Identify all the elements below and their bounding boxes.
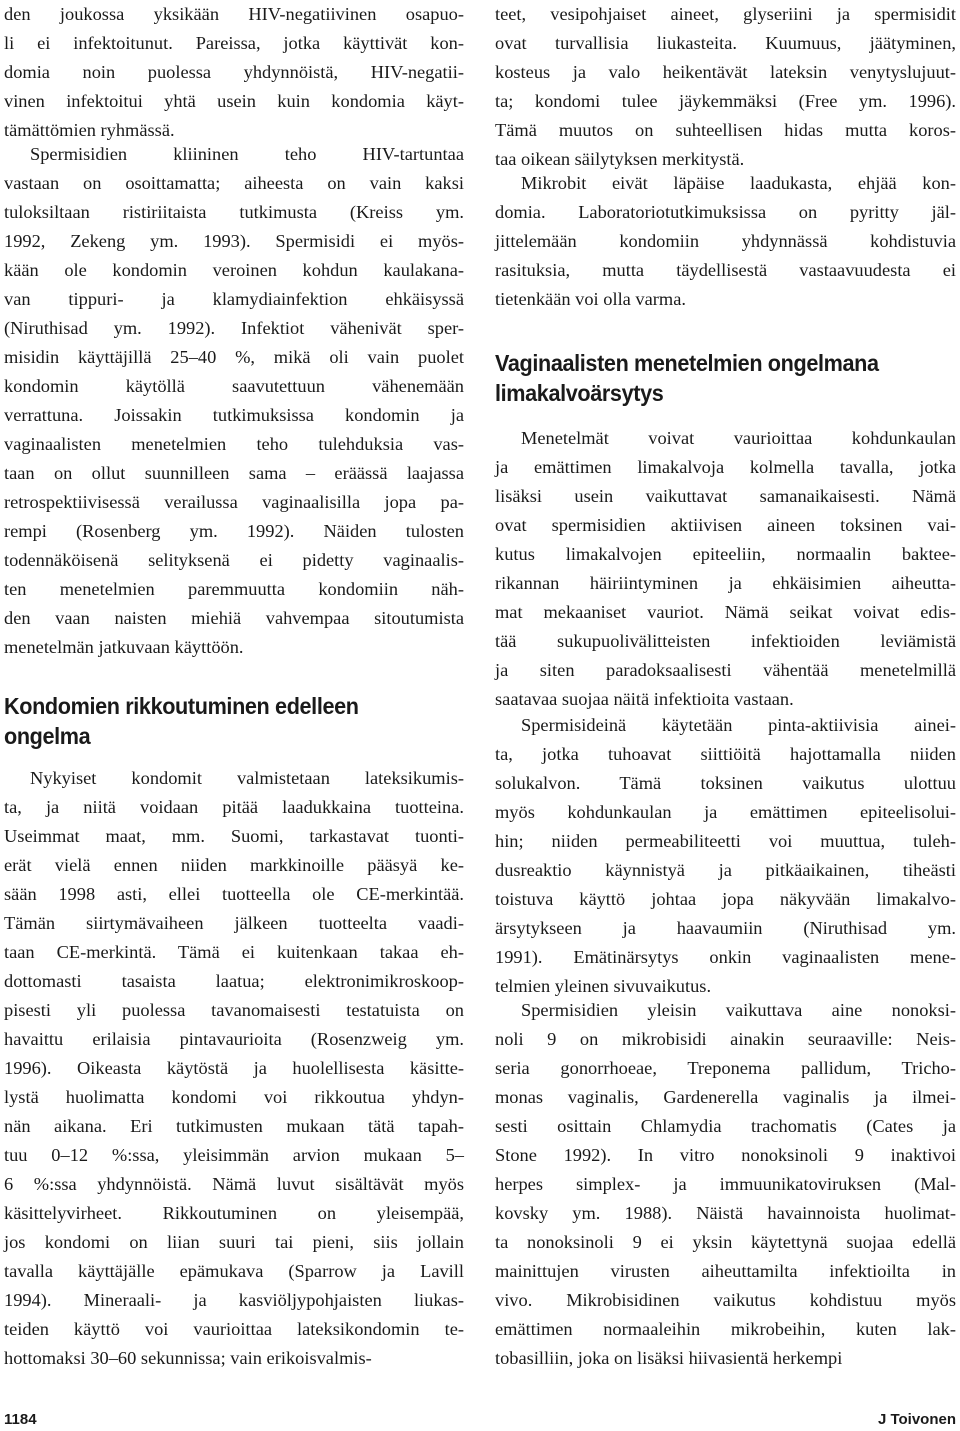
body-text-line: taan CE-merkintä. Tämä ei kuitenkaan takaa eh- xyxy=(4,942,464,962)
body-text-line: seria gonorrhoeae, Treponema pallidum, Tricho- xyxy=(495,1058,956,1078)
body-text-line: ovat spermisidien aktiivisen aineen toksinen vai- xyxy=(495,515,956,535)
body-text-line: ta, ja niitä voidaan pitää laadukkaina tuotteina. xyxy=(4,797,464,817)
body-text-line: ovat turvallisia liukasteita. Kuumuus, jäätyminen, xyxy=(495,33,956,53)
body-text-line: dusreaktio käynnistyä ja pitkäaikainen, tiheästi xyxy=(495,860,956,880)
body-text-line: 1994). Mineraali- ja kasviöljypohjaisten liukas- xyxy=(4,1290,464,1310)
body-text-line: Menetelmät voivat vaurioittaa kohdunkaulan xyxy=(521,428,956,448)
body-text-line: lisäksi usein vaikuttavat samanaikaisesti. Nämä xyxy=(495,486,956,506)
body-text-line: 1991). Emätinärsytys onkin vaginaalisten mene- xyxy=(495,947,956,967)
body-text-line: Useimmat maat, mm. Suomi, tarkastavat tuonti- xyxy=(4,826,464,846)
body-text-line: rempi (Rosenberg ym. 1992). Näiden tulosten xyxy=(4,521,464,541)
body-text-line: 1996). Oikeasta käytöstä ja huolellisesta käsitte- xyxy=(4,1058,464,1078)
body-text-line: kovsky ym. 1988). Näistä havainnoista huolimat- xyxy=(495,1203,956,1223)
body-text-line: nän aikana. Eri tutkimusten mukaan tätä tapah- xyxy=(4,1116,464,1136)
body-text-line: tietenkään voi olla varma. xyxy=(495,289,686,309)
body-text-line: tuloksiltaan ristiriitaista tutkimusta (Kreiss ym. xyxy=(4,202,464,222)
body-text-line: emättimen normaaleihin mikrobeihin, kuten lak- xyxy=(495,1319,956,1339)
body-text-line: lystä huolimatta kondomi voi rikkoutua yhdyn- xyxy=(4,1087,464,1107)
body-text-line: misidin käyttäjillä 25–40 %, mikä oli vain puolet xyxy=(4,347,464,367)
body-text-line: retrospektiivisessä verailussa vaginaalisilla jopa pa- xyxy=(4,492,464,512)
body-text-line: pisesti yli puolessa tavanomaisesti testatuista on xyxy=(4,1000,464,1020)
body-text-line: dottomasti tasaista laatua; elektronimikroskoop- xyxy=(4,971,464,991)
body-text-line: Spermisidien kliininen teho HIV-tartuntaa xyxy=(30,144,464,164)
body-text-line: tobasilliin, joka on lisäksi hiivasientä herkempi xyxy=(495,1348,843,1368)
section-heading-line: limakalvoärsytys xyxy=(495,380,664,406)
body-text-line: Tämä muutos on suhteellisen hidas mutta koros- xyxy=(495,120,956,140)
body-text-line: jos kondomi on liian suuri tai pieni, siis jollain xyxy=(4,1232,464,1252)
body-text-line: toistuva käyttö johtaa jopa näkyvään limakalvo- xyxy=(495,889,956,909)
body-text-line: tavalla käyttäjälle epämukava (Sparrow ja Lavill xyxy=(4,1261,464,1281)
body-text-line: jittelemään kondomiin yhdynnässä kohdistuvia xyxy=(495,231,956,251)
body-text-line: sesti osittain Chlamydia trachomatis (Cates ja xyxy=(495,1116,956,1136)
body-text-line: tämättömien ryhmässä. xyxy=(4,120,175,140)
body-text-line: van tippuri- ja klamydiainfektion ehkäisyssä xyxy=(4,289,464,309)
body-text-line: verrattuna. Joissakin tutkimuksissa kondomin ja xyxy=(4,405,464,425)
body-text-line: Spermisideinä käytetään pinta-aktiivisia ainei- xyxy=(521,715,956,735)
body-text-line: monas vaginalis, Gardenerella vaginalis ja ilmei- xyxy=(495,1087,956,1107)
body-text-line: Tämän siirtymävaiheen jälkeen tuotteelta vaadi- xyxy=(4,913,464,933)
body-text-line: kään ole kondomin veroinen kohdun kaulakana- xyxy=(4,260,464,280)
body-text-line: rikannan häiriintyminen ja ehkäisimien aiheutta- xyxy=(495,573,956,593)
body-text-line: sään 1998 asti, ellei tuotteella ole CE-merkintää. xyxy=(4,884,464,904)
body-text-line: taa oikean säilytyksen merkitystä. xyxy=(495,149,745,169)
body-text-line: mainittujen virusten aiheuttamilta infektioilta in xyxy=(495,1261,956,1281)
body-text-line: erät vielä ennen niiden markkinoille pääsyä ke- xyxy=(4,855,464,875)
body-text-line: domia. Laboratoriotutkimuksissa on pyritty jäl- xyxy=(495,202,956,222)
body-text-line: kosteus ja valo heikentävät lateksin venytyslujuut- xyxy=(495,62,956,82)
body-text-line: saatavaa suojaa näitä infektioita vastaan. xyxy=(495,689,794,709)
section-heading-line: Kondomien rikkoutuminen edelleen xyxy=(4,693,359,719)
body-text-line: 6 %:ssa yhdynnöistä. Nämä luvut sisältävät myös xyxy=(4,1174,464,1194)
body-text-line: ja siten paradoksaalisesti vähentää menetelmillä xyxy=(495,660,956,680)
body-text-line: hottomaksi 30–60 sekunnissa; vain erikoisvalmis- xyxy=(4,1348,372,1368)
body-text-line: ten menetelmien paremmuutta kondomiin näh- xyxy=(4,579,464,599)
body-text-line: teiden käyttö voi vaurioittaa lateksikondomin te- xyxy=(4,1319,464,1339)
body-text-line: ta, jotka tuhoavat siittiöitä hajottamalla niiden xyxy=(495,744,956,764)
body-text-line: kutus limakalvojen epiteeliin, normaalin baktee- xyxy=(495,544,956,564)
body-text-line: solukalvon. Tämä toksinen vaikutus ulottuu xyxy=(495,773,956,793)
body-text-line: menetelmän jatkuvaan käyttöön. xyxy=(4,637,244,657)
body-text-line: ta nonoksinoli 9 ei yksin käytettynä suojaa edellä xyxy=(495,1232,956,1252)
section-heading-line: ongelma xyxy=(4,723,91,749)
body-text-line: herpes simplex- ja immuunikatoviruksen (Mal- xyxy=(495,1174,956,1194)
body-text-line: den joukossa yksikään HIV-negatiivinen osapuo- xyxy=(4,4,464,24)
body-text-line: Mikrobit eivät läpäise laadukasta, ehjää kon- xyxy=(521,173,956,193)
body-text-line: teet, vesipohjaiset aineet, glyseriini ja spermisidit xyxy=(495,4,956,24)
body-text-line: Nykyiset kondomit valmistetaan lateksikumis- xyxy=(30,768,464,788)
body-text-line: domia noin puolessa yhdynnöistä, HIV-negatii- xyxy=(4,62,464,82)
page-number: 1184 xyxy=(4,1411,37,1428)
section-heading-line: Vaginaalisten menetelmien ongelmana xyxy=(495,350,879,376)
body-text-line: rasituksia, mutta täydellisestä vastaavuudesta ei xyxy=(495,260,956,280)
body-text-line: 1992, Zekeng ym. 1993). Spermisidi ei myös- xyxy=(4,231,464,251)
body-text-line: ta; kondomi tulee jäykemmäksi (Free ym. 1996). xyxy=(495,91,956,111)
body-text-line: tää sukupuolivälitteisten infektioiden leviämistä xyxy=(495,631,956,651)
body-text-line: todennäköisenä selityksenä ei pidetty vaginaalis- xyxy=(4,550,464,570)
body-text-line: ja emättimen limakalvoja kolmella tavalla, jotka xyxy=(495,457,956,477)
body-text-line: käsittelyvirheet. Rikkoutuminen on yleisempää, xyxy=(4,1203,464,1223)
body-text-line: telmien yleinen sivuvaikutus. xyxy=(495,976,712,996)
body-text-line: Stone 1992). In vitro nonoksinoli 9 inaktivoi xyxy=(495,1145,956,1165)
body-text-line: mat mekaaniset vauriot. Nämä seikat voivat edis- xyxy=(495,602,956,622)
body-text-line: ärsytykseen ja haavaumiin (Niruthisad ym. xyxy=(495,918,956,938)
body-text-line: Spermisidien yleisin vaikuttava aine nonoksi- xyxy=(521,1000,956,1020)
body-text-line: vinen infektoitui yhtä usein kuin kondomia käyt- xyxy=(4,91,464,111)
body-text-line: noli 9 on mikrobisidi ainakin seuraaville: Neis- xyxy=(495,1029,956,1049)
body-text-line: tuu 0–12 %:ssa, yleisimmän arvion mukaan 5– xyxy=(4,1145,464,1165)
body-text-line: (Niruthisad ym. 1992). Infektiot vähenivät sper- xyxy=(4,318,464,338)
body-text-line: vaginaalisten menetelmien teho tulehduksia vas- xyxy=(4,434,464,454)
body-text-line: den vaan naisten miehiä vahvempaa sitoutumista xyxy=(4,608,464,628)
body-text-line: li ei infektoitunut. Pareissa, jotka käyttivät kon- xyxy=(4,33,464,53)
author-name: J Toivonen xyxy=(877,1411,956,1428)
body-text-line: myös kohdunkaulan ja emättimen epiteelisolui- xyxy=(495,802,956,822)
body-text-line: vivo. Mikrobisidinen vaikutus kohdistuu myös xyxy=(495,1290,956,1310)
body-text-line: havaittu erilaisia pintavaurioita (Rosenzweig ym. xyxy=(4,1029,464,1049)
body-text-line: taan on ollut suunnilleen sama – eräässä laajassa xyxy=(4,463,464,483)
body-text-line: vastaan on osoittamatta; aiheesta on vain kaksi xyxy=(4,173,464,193)
body-text-line: kondomin käytöllä saavutettuun vähenemään xyxy=(4,376,464,396)
body-text-line: hin; niiden permeabiliteetti voi muuttua, tuleh- xyxy=(495,831,956,851)
